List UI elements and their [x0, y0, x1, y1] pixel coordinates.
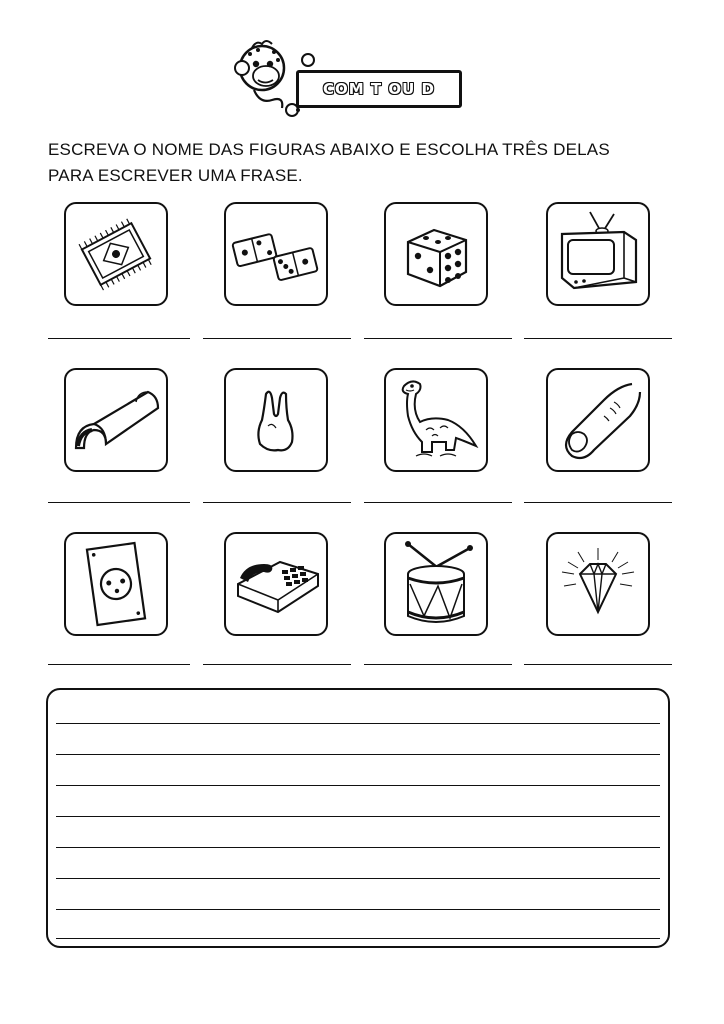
tooth-icon	[226, 370, 326, 470]
television-icon	[548, 204, 648, 304]
writing-line[interactable]	[56, 816, 660, 817]
answer-line-10[interactable]	[203, 664, 351, 665]
writing-line[interactable]	[56, 723, 660, 724]
telephone-icon	[226, 534, 326, 634]
answer-line-7[interactable]	[364, 502, 512, 503]
instructions-line-2: PARA ESCREVER UMA FRASE.	[48, 166, 303, 185]
figure-tile-roof-tile	[64, 368, 168, 472]
answer-line-9[interactable]	[48, 664, 190, 665]
answer-line-12[interactable]	[524, 664, 672, 665]
figure-tile-television	[546, 202, 650, 306]
figure-tile-dinosaur	[384, 368, 488, 472]
worksheet-header	[232, 38, 464, 118]
writing-line[interactable]	[56, 938, 660, 939]
figure-tile-tooth	[224, 368, 328, 472]
answer-line-3[interactable]	[364, 338, 512, 339]
answer-line-8[interactable]	[524, 502, 672, 503]
figure-tile-finger	[546, 368, 650, 472]
writing-line[interactable]	[56, 785, 660, 786]
figure-tile-drum	[384, 532, 488, 636]
figure-tile-dice	[384, 202, 488, 306]
writing-line[interactable]	[56, 909, 660, 910]
sentence-writing-box[interactable]	[46, 688, 670, 948]
answer-line-5[interactable]	[48, 502, 190, 503]
rug-icon	[66, 204, 166, 304]
writing-line[interactable]	[56, 754, 660, 755]
power-outlet-icon	[66, 534, 166, 634]
answer-line-11[interactable]	[364, 664, 512, 665]
finger-icon	[548, 370, 648, 470]
answer-line-4[interactable]	[524, 338, 672, 339]
figure-tile-telephone	[224, 532, 328, 636]
writing-line[interactable]	[56, 847, 660, 848]
dice-icon	[386, 204, 486, 304]
figure-tile-dominoes	[224, 202, 328, 306]
drum-icon	[386, 534, 486, 634]
dominoes-icon	[226, 204, 326, 304]
figure-tile-diamond	[546, 532, 650, 636]
answer-line-2[interactable]	[203, 338, 351, 339]
instructions	[48, 137, 668, 189]
dinosaur-icon	[386, 370, 486, 470]
answer-line-6[interactable]	[203, 502, 351, 503]
roof-tile-icon	[66, 370, 166, 470]
figure-tile-power-outlet	[64, 532, 168, 636]
answer-line-1[interactable]	[48, 338, 190, 339]
figure-tile-rug	[64, 202, 168, 306]
writing-line[interactable]	[56, 878, 660, 879]
title-sign	[296, 70, 462, 108]
worksheet-title: COM T OU D	[323, 80, 435, 98]
diamond-icon	[548, 534, 648, 634]
instructions-line-1: ESCREVA O NOME DAS FIGURAS ABAIXO E ESCOLHA TRÊS DELAS	[48, 140, 610, 159]
